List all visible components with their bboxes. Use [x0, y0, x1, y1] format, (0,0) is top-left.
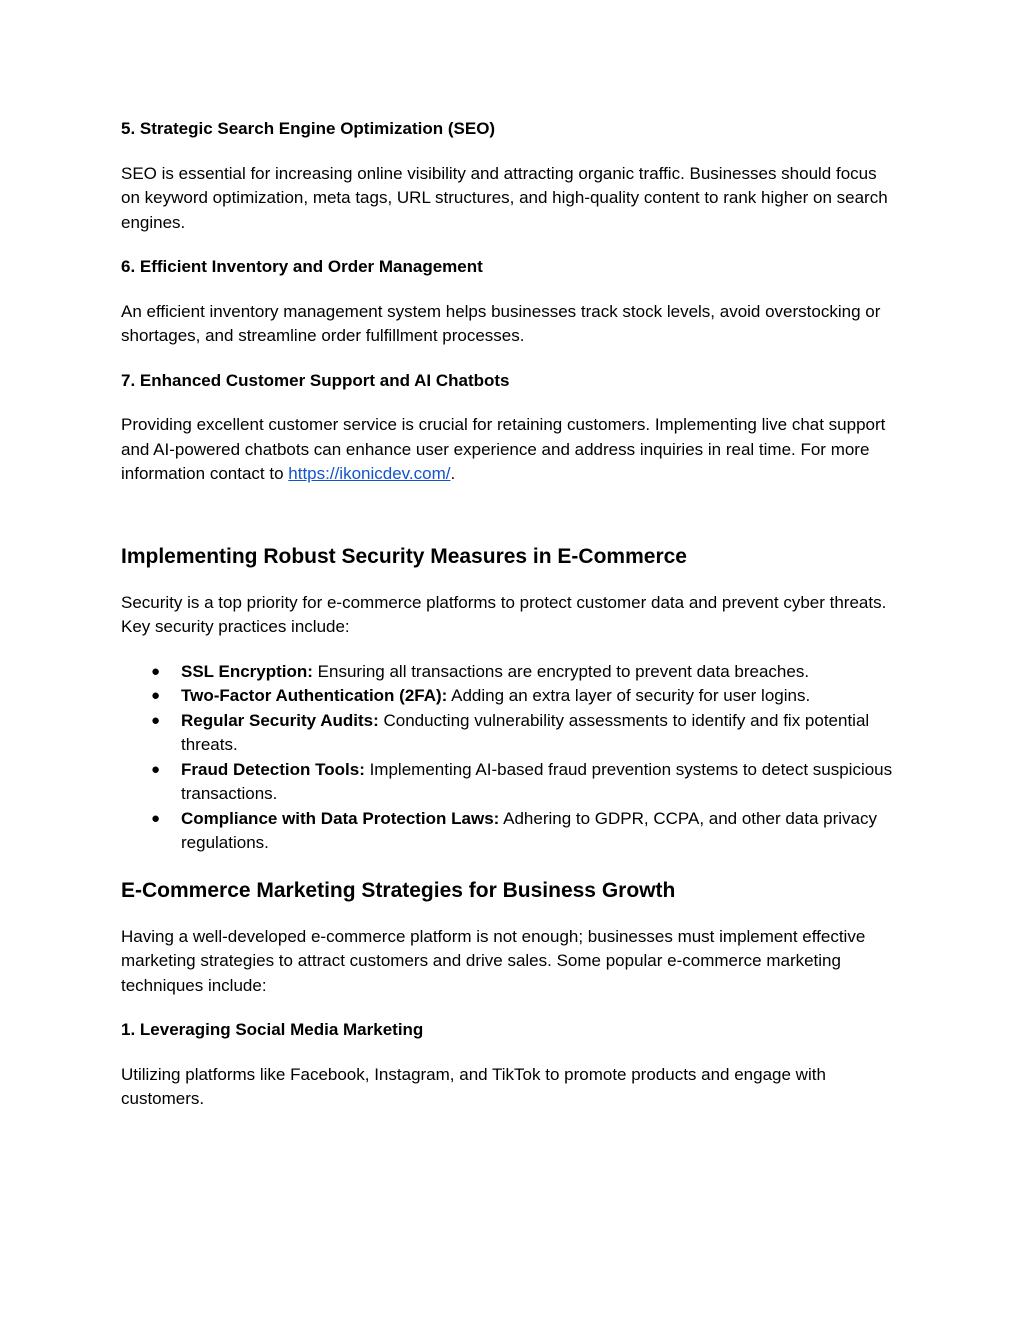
bullet-icon: ●	[151, 711, 161, 729]
list-item-term: Two-Factor Authentication (2FA):	[181, 686, 448, 705]
list-item-term: SSL Encryption:	[181, 661, 313, 681]
list-item-text: Adhering to GDPR, CCPA, and other data privacy regulations.	[181, 808, 877, 852]
section-body-seo: SEO is essential for increasing online visibility and attracting organic traffic. Businesses should focus on keyword optimization, meta tags, URL structures, and high-quality content to rank higher on search engines.	[121, 163, 888, 232]
marketing-title: E-Commerce Marketing Strategies for Business Growth	[121, 878, 676, 902]
list-item	[121, 709, 897, 758]
list-item-term: Regular Security Audits:	[181, 710, 379, 730]
section-heading-support: 7. Enhanced Customer Support and AI Chatbots	[121, 370, 510, 390]
list-item	[121, 684, 897, 709]
list-item-term: Fraud Detection Tools:	[181, 759, 365, 779]
bullet-icon: ●	[151, 687, 161, 704]
list-item-term: Compliance with Data Protection Laws:	[181, 808, 500, 828]
list-item-text: Implementing AI-based fraud prevention systems to detect suspicious transactions.	[181, 759, 893, 803]
support-body-end: .	[450, 464, 456, 483]
list-item	[121, 807, 897, 856]
list-item-text: Ensuring all transactions are encrypted to prevent data breaches.	[312, 661, 810, 681]
marketing-intro: Having a well-developed e-commerce platform is not enough; businesses must implement effective marketing strategies to attract customers and drive sales. Some popular e-commerce marketing techniques include:	[121, 926, 866, 995]
security-intro: Security is a top priority for e-commerce platforms to protect customer data and prevent cyber threats. Key security practices include:	[121, 592, 887, 636]
marketing-body: Utilizing platforms like Facebook, Instagram, and TikTok to promote products and engage with customers.	[121, 1064, 826, 1108]
security-list	[121, 660, 897, 856]
section-heading-seo: 5. Strategic Search Engine Optimization (SEO)	[121, 119, 496, 138]
section-body-support	[121, 413, 897, 487]
bullet-icon: ●	[151, 662, 161, 680]
list-item-text: Conducting vulnerability assessments to identify and fix potential threats.	[181, 710, 870, 754]
section-body-inventory: An efficient inventory management system helps businesses track stock levels, avoid overstocking or shortages, and streamline order fulfillment processes.	[121, 301, 881, 345]
bullet-icon: ●	[151, 760, 161, 778]
security-title: Implementing Robust Security Measures in E-Commerce	[121, 544, 687, 568]
document-content	[121, 117, 897, 1112]
section-heading-inventory: 6. Efficient Inventory and Order Management	[121, 257, 483, 276]
support-body-text: Providing excellent customer service is crucial for retaining customers. Implementing live chat support and AI-powered chatbots can enhance user experience and address inquiries in real time. For more information contact to	[121, 415, 886, 483]
bullet-icon: ●	[151, 809, 161, 827]
marketing-subheading: 1. Leveraging Social Media Marketing	[121, 1020, 424, 1039]
list-item	[121, 758, 897, 807]
list-item-text: Adding an extra layer of security for user logins.	[447, 686, 811, 705]
list-item	[121, 660, 897, 685]
ikonicdev-link[interactable]: https://ikonicdev.com/	[288, 464, 451, 483]
